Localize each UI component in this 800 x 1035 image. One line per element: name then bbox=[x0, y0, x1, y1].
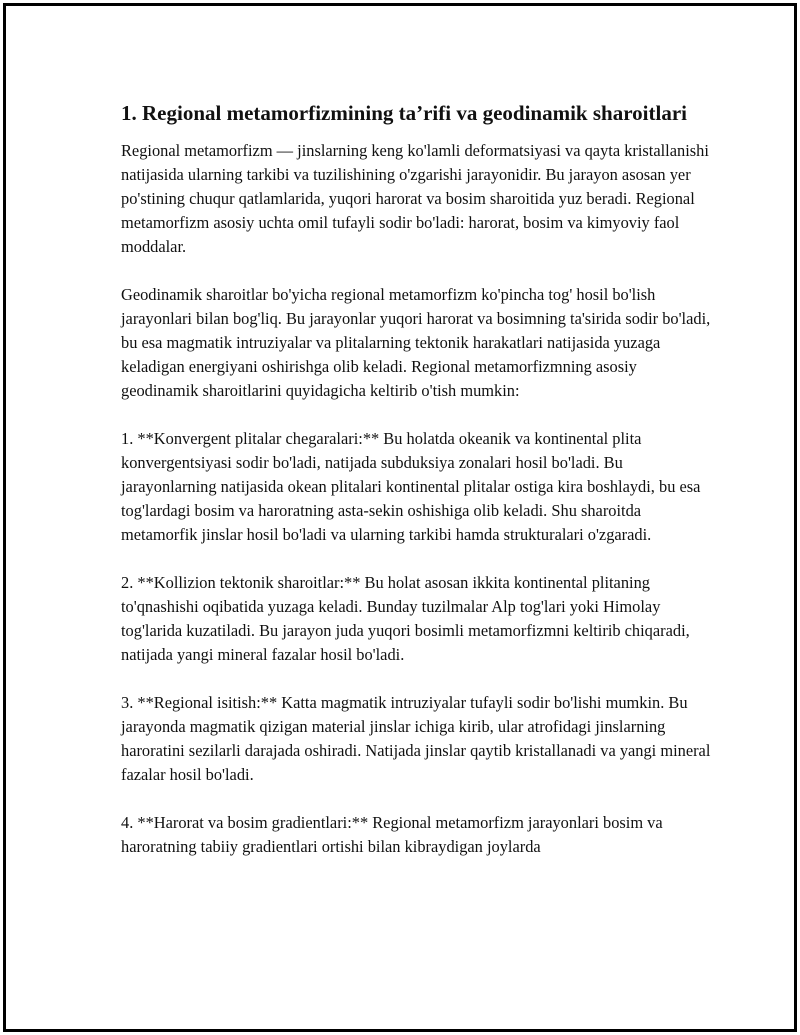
paragraph-geodynamic-conditions: Geodinamik sharoitlar bo'yicha regional metamorfizm ko'pincha tog' hosil bo'lish jarayonlari bilan bog'liq. Bu jarayonlar yuqori harorat va bosimning ta'sirida sodir bo'ladi, bu esa magmatik intruziyalar va plitalarning tektonik harakatlari natijasida yuzaga keladigan energiyani oshirishga olib keladi. Regional metamorfizmning asosiy geodinamik sharoitlarini quyidagicha keltirib o'tish mumkin: bbox=[121, 285, 711, 400]
paragraph-convergent-boundaries: 1. **Konvergent plitalar chegaralari:** Bu holatda okeanik va kontinental plita konvergentsiyasi sodir bo'ladi, natijada subduksiya zonalari hosil bo'ladi. Bu jarayonlarning natijasida okean plitalari kontinental plitalar ostiga kira boshlaydi, bu esa tog'lardagi bosim va haroratning asta-sekin oshishiga olib keladi. Shu sharoitda metamorfik jinslar hosil bo'ladi va ularning tarkibi hamda strukturalari o'zgaradi. bbox=[121, 429, 701, 544]
paragraph-collision-tectonics: 2. **Kollizion tektonik sharoitlar:** Bu holat asosan ikkita kontinental plitaning to'qnashishi oqibatida yuzaga keladi. Bunday tuzilmalar Alp tog'lari yoki Himolay tog'larida kuzatiladi. Bu jarayon juda yuqori bosimli metamorfizmni keltirib chiqaradi, natijada yangi mineral fazalar hosil bo'ladi. bbox=[121, 573, 690, 664]
document-body bbox=[121, 100, 711, 883]
paragraph-definition: Regional metamorfizm — jinslarning keng ko'lamli deformatsiyasi va qayta kristallanishi natijasida ularning tarkibi va tuzilishining o'zgarishi jarayonidir. Bu jarayon asosan yer po'stining chuqur qatlamlarida, yuqori harorat va bosim sharoitida yuz beradi. Regional metamorfizm asosiy uchta omil tufayli sodir bo'ladi: harorat, bosim va kimyoviy faol moddalar. bbox=[121, 141, 709, 256]
paragraph-regional-heating: 3. **Regional isitish:** Katta magmatik intruziyalar tufayli sodir bo'lishi mumkin. Bu jarayonda magmatik qizigan material jinslar ichiga kirib, ular atrofidagi jinslarning haroratini sezilarli darajada oshiradi. Natijada jinslar qaytib kristallanadi va yangi mineral fazalar hosil bo'ladi. bbox=[121, 693, 711, 784]
paragraph-temperature-pressure-gradients: 4. **Harorat va bosim gradientlari:** Regional metamorfizm jarayonlari bosim va haroratning tabiiy gradientlari ortishi bilan kibraydigan joylarda bbox=[121, 813, 663, 856]
page-title: 1. Regional metamorfizmining ta’rifi va geodinamik sharoitlari bbox=[121, 101, 687, 125]
page-frame bbox=[3, 3, 797, 1032]
